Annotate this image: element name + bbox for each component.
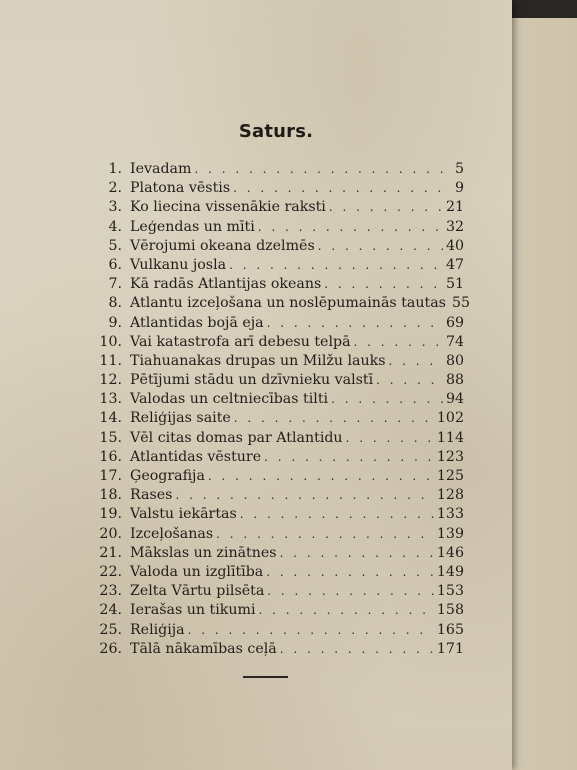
toc-entry-page: 149 [436, 563, 464, 580]
toc-entry-page: 88 [445, 372, 464, 389]
toc-entry [96, 641, 464, 660]
dot-leader [267, 584, 434, 598]
toc-entry-number: 15. [99, 429, 122, 446]
table-of-contents [96, 161, 470, 660]
toc-entry-page: 55 [451, 295, 470, 312]
toc-entry-page: 51 [445, 276, 464, 293]
dot-leader [324, 277, 443, 291]
toc-entry-page: 21 [445, 199, 464, 216]
toc-entry-page: 47 [445, 256, 464, 273]
toc-entry-page: 114 [436, 429, 464, 446]
toc-entry [96, 468, 464, 487]
toc-entry [96, 161, 464, 180]
toc-entry-title: Izceļošanas [130, 525, 214, 542]
toc-entry-number: 22. [99, 563, 122, 580]
toc-entry-title: Valstu iekārtas [130, 506, 237, 523]
toc-entry [96, 583, 464, 602]
toc-entry-title: Tiahuanakas drupas un Milžu lauks [130, 352, 386, 369]
toc-entry-title: Reliģija [130, 621, 185, 638]
toc-entry-title: Mākslas un zinātnes [130, 544, 277, 561]
toc-entry-title: Ierašas un tikumi [130, 602, 256, 619]
toc-entry-title: Pētījumi stādu un dzīvnieku valstī [130, 372, 374, 389]
toc-entry [96, 564, 464, 583]
dot-leader [258, 220, 443, 234]
closing-rule [243, 676, 288, 678]
toc-entry-number: 23. [99, 583, 122, 600]
toc-entry-number: 4. [108, 218, 122, 235]
toc-entry-number: 14. [99, 410, 122, 427]
toc-entry-number: 8. [108, 295, 122, 312]
toc-entry [96, 391, 464, 410]
toc-entry-page: 102 [436, 410, 464, 427]
dot-leader [216, 527, 434, 541]
toc-entry-title: Atlantu izceļošana un noslēpumainās tautas [130, 295, 446, 312]
page-title: Saturs. [238, 121, 314, 142]
toc-entry-number: 10. [99, 333, 122, 350]
toc-entry-title: Reliģijas saite [130, 410, 231, 427]
toc-entry [96, 487, 464, 506]
toc-entry-page: 80 [445, 352, 464, 369]
toc-entry-title: Vai katastrofa arī debesu telpā [130, 333, 351, 350]
toc-entry-title: Kā radās Atlantijas okeans [130, 276, 322, 293]
toc-entry-page: 158 [436, 602, 464, 619]
toc-entry-title: Ģeografija [130, 468, 205, 484]
toc-entry-number: 16. [99, 448, 122, 465]
toc-entry-page: 9 [454, 180, 464, 197]
toc-entry [96, 449, 464, 468]
toc-entry-title: Rases [130, 487, 173, 504]
toc-entry-title: Valoda un izglītība [130, 563, 264, 580]
toc-entry-title: Leģendas un mīti [130, 218, 255, 235]
toc-entry-number: 13. [99, 391, 122, 408]
dot-leader [280, 642, 434, 656]
toc-entry-page: 133 [436, 506, 464, 523]
dot-leader [229, 258, 443, 272]
toc-entry [96, 334, 464, 353]
dot-leader [329, 200, 443, 214]
toc-entry-title: Platona vēstis [130, 180, 231, 197]
dot-leader [233, 181, 445, 195]
toc-entry-number: 20. [99, 525, 122, 542]
toc-entry [96, 506, 464, 525]
toc-entry [96, 526, 464, 545]
toc-entry [96, 295, 470, 314]
toc-entry-page: 165 [436, 621, 464, 638]
toc-entry-page: 171 [436, 640, 464, 657]
toc-entry [96, 276, 464, 295]
toc-entry-page: 69 [445, 314, 464, 331]
dot-leader [376, 373, 443, 387]
toc-entry-number: 18. [99, 487, 122, 504]
toc-entry-title: Tālā nākamības ceļā [130, 640, 277, 657]
dot-leader [194, 162, 445, 176]
toc-entry-number: 19. [99, 506, 122, 523]
toc-entry-number: 11. [99, 352, 122, 369]
toc-entry-title: Ievadam [130, 161, 192, 177]
toc-entry-page: 123 [436, 448, 464, 465]
toc-entry-number: 12. [99, 372, 122, 389]
toc-entry-page: 153 [436, 583, 464, 600]
toc-entry [96, 430, 464, 449]
dot-leader [267, 316, 443, 330]
toc-entry-title: Vēl citas domas par Atlantidu [130, 429, 343, 446]
dot-leader [331, 392, 443, 406]
dot-leader [240, 507, 434, 521]
toc-entry-number: 26. [99, 640, 122, 657]
toc-entry [96, 622, 464, 641]
dot-leader [318, 239, 443, 253]
toc-entry-page: 40 [445, 237, 464, 254]
dot-leader [208, 469, 434, 483]
toc-entry [96, 199, 464, 218]
toc-entry-page: 32 [445, 218, 464, 235]
toc-entry-number: 25. [99, 621, 122, 638]
toc-entry-page: 125 [436, 468, 464, 484]
dot-leader [259, 603, 434, 617]
toc-entry-number: 7. [108, 276, 122, 293]
toc-entry-title: Valodas un celtniecības tilti [130, 391, 329, 408]
toc-entry-title: Vērojumi okeana dzelmēs [130, 237, 315, 254]
toc-entry-page: 5 [454, 161, 464, 177]
dot-leader [266, 565, 434, 579]
dot-leader [346, 431, 434, 445]
dot-leader [280, 546, 434, 560]
toc-entry-number: 5. [108, 237, 122, 254]
toc-entry-title: Atlantidas bojā eja [130, 314, 264, 331]
toc-entry-page: 94 [445, 391, 464, 408]
toc-entry [96, 315, 464, 334]
dot-leader [175, 488, 433, 502]
toc-entry-number: 21. [99, 544, 122, 561]
toc-entry-number: 1. [108, 161, 122, 177]
toc-entry-number: 24. [99, 602, 122, 619]
toc-entry-page: 146 [436, 544, 464, 561]
toc-entry-page: 128 [436, 487, 464, 504]
toc-entry [96, 353, 464, 372]
toc-entry-title: Vulkanu josla [130, 256, 227, 273]
toc-entry [96, 410, 464, 429]
toc-entry-page: 139 [436, 525, 464, 542]
toc-entry-number: 9. [108, 314, 122, 331]
dot-leader [188, 623, 434, 637]
toc-entry [96, 219, 464, 238]
toc-entry-title: Ko liecina vissenākie raksti [130, 199, 326, 216]
toc-entry-title: Zelta Vārtu pilsēta [130, 583, 265, 600]
dot-leader [389, 354, 443, 368]
toc-entry-number: 17. [99, 468, 122, 484]
toc-entry [96, 602, 464, 621]
toc-entry-title: Atlantidas vēsture [130, 448, 262, 465]
dot-leader [354, 335, 443, 349]
toc-entry-number: 2. [108, 180, 122, 197]
toc-entry [96, 257, 464, 276]
toc-entry [96, 180, 464, 199]
toc-entry [96, 238, 464, 257]
toc-entry-number: 6. [108, 256, 122, 273]
dot-leader [264, 450, 434, 464]
dot-leader [234, 411, 434, 425]
toc-entry [96, 372, 464, 391]
toc-entry-number: 3. [108, 199, 122, 216]
toc-entry-page: 74 [445, 333, 464, 350]
toc-entry [96, 545, 464, 564]
